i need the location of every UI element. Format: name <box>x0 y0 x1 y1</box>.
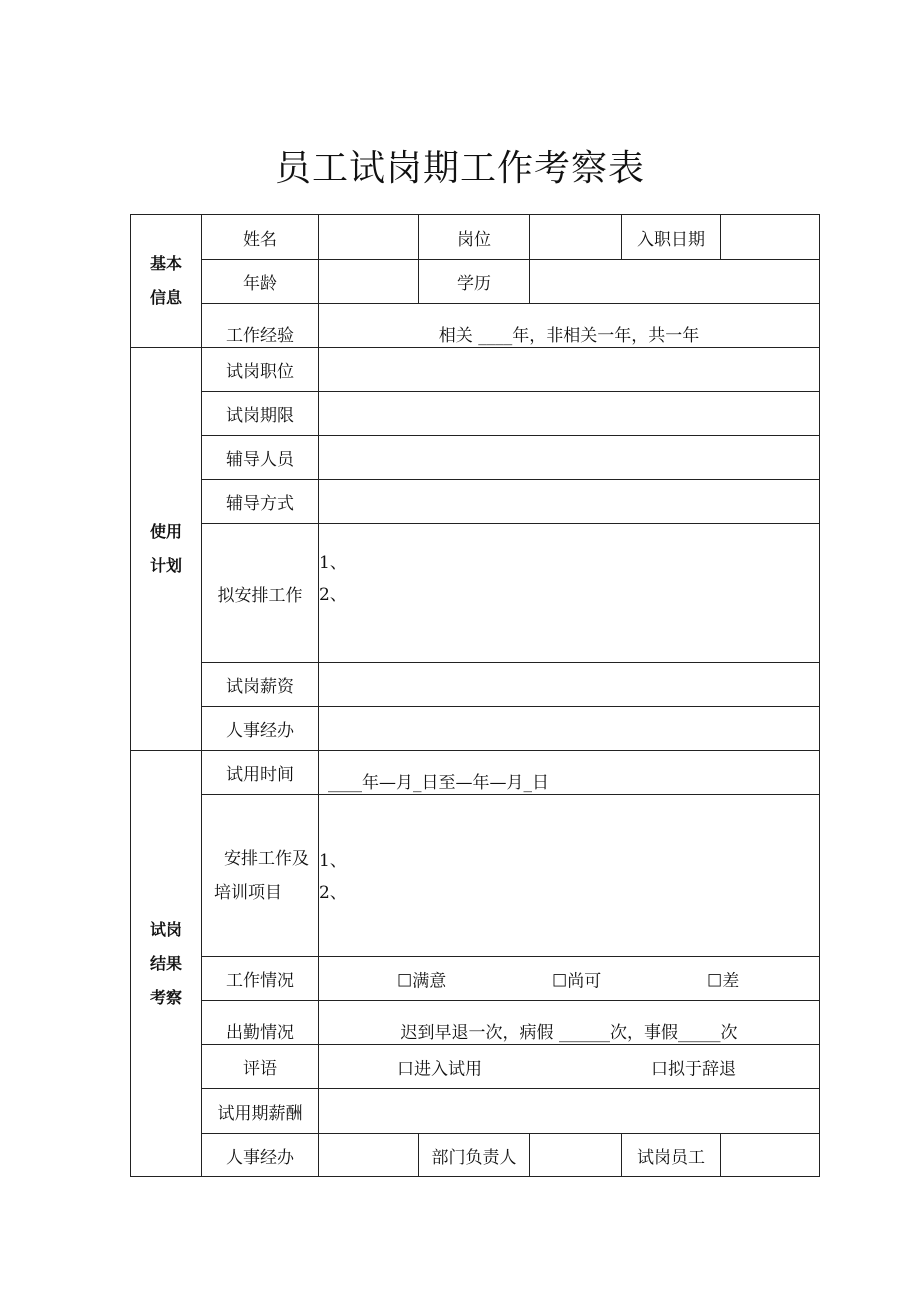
trial-period-field[interactable] <box>319 392 820 436</box>
attendance-label: 出勤情况 <box>202 1001 319 1045</box>
section-basic-info <box>131 215 202 348</box>
option-poor[interactable]: ☐差 <box>707 971 740 991</box>
list-item: 2、 <box>319 585 347 605</box>
row-age <box>131 260 820 304</box>
list-item: 1、 <box>319 553 347 573</box>
row-trial-period <box>131 392 820 436</box>
dept-head-field[interactable] <box>530 1134 622 1177</box>
option-acceptable[interactable]: ☐尚可 <box>552 971 602 991</box>
work-training-field[interactable] <box>319 795 820 957</box>
section-label-line: 基本 <box>149 254 182 273</box>
option-dismiss[interactable]: 口拟于辞退 <box>651 1059 736 1079</box>
comment-options <box>319 1045 820 1089</box>
age-label: 年龄 <box>202 260 319 304</box>
row-work-status <box>131 957 820 1001</box>
position-field[interactable] <box>530 215 622 260</box>
entry-date-field[interactable] <box>721 215 820 260</box>
section-label-line: 计划 <box>149 556 182 575</box>
trial-time-label: 试用时间 <box>202 751 319 795</box>
trial-employee-label: 试岗员工 <box>622 1134 721 1177</box>
row-comment <box>131 1045 820 1089</box>
probation-pay-field[interactable] <box>319 1089 820 1134</box>
dept-head-label: 部门负责人 <box>419 1134 530 1177</box>
label-line: 安排工作及 <box>224 848 309 869</box>
mentor-method-field[interactable] <box>319 480 820 524</box>
trial-period-label: 试岗期限 <box>202 392 319 436</box>
probation-pay-label: 试用期薪酬 <box>202 1089 319 1134</box>
page-title: 员工试岗期工作考察表 <box>274 148 645 189</box>
section-trial-result <box>131 751 202 1177</box>
row-work-training <box>131 795 820 957</box>
work-status-label: 工作情况 <box>202 957 319 1001</box>
position-label: 岗位 <box>419 215 530 260</box>
name-label: 姓名 <box>202 215 319 260</box>
list-item: 1、 <box>319 851 347 871</box>
hr-field[interactable] <box>319 707 820 751</box>
row-probation-pay <box>131 1089 820 1134</box>
trial-position-field[interactable] <box>319 348 820 392</box>
mentor-method-label: 辅导方式 <box>202 480 319 524</box>
planned-work-field[interactable] <box>319 524 820 663</box>
row-signatures <box>131 1134 820 1177</box>
row-name <box>131 215 820 260</box>
row-experience <box>131 304 820 348</box>
experience-field[interactable]: 相关 ____年，非相关一年，共一年 <box>319 304 820 348</box>
trial-salary-label: 试岗薪资 <box>202 663 319 707</box>
trial-time-text: ____年—月_日至—年—月_日 <box>328 773 549 793</box>
section-label-line: 结果 <box>149 953 182 973</box>
age-field[interactable] <box>319 260 419 304</box>
trial-employee-field[interactable] <box>721 1134 820 1177</box>
row-mentor <box>131 436 820 480</box>
row-mentor-method <box>131 480 820 524</box>
section-label-line: 试岗 <box>149 919 182 939</box>
mentor-label: 辅导人员 <box>202 436 319 480</box>
row-trial-salary <box>131 663 820 707</box>
row-trial-time <box>131 751 820 795</box>
label-line: 培训项目 <box>214 882 282 903</box>
experience-label: 工作经验 <box>202 304 319 348</box>
hr-sign-field[interactable] <box>319 1134 419 1177</box>
mentor-field[interactable] <box>319 436 820 480</box>
entry-date-label: 入职日期 <box>622 215 721 260</box>
section-label-line: 考察 <box>149 987 182 1007</box>
planned-work-label: 拟安排工作 <box>202 524 319 663</box>
row-hr-plan <box>131 707 820 751</box>
hr-label: 人事经办 <box>202 707 319 751</box>
section-label-line: 信息 <box>149 288 182 307</box>
section-usage-plan <box>131 348 202 751</box>
comment-label: 评语 <box>202 1045 319 1089</box>
row-attendance <box>131 1001 820 1045</box>
education-label: 学历 <box>419 260 530 304</box>
row-trial-position <box>131 348 820 392</box>
row-planned-work <box>131 524 820 663</box>
assessment-form <box>130 214 820 1177</box>
work-training-label <box>202 795 319 957</box>
work-status-options <box>319 957 820 1001</box>
section-label-line: 使用 <box>149 522 182 541</box>
list-item: 2、 <box>319 883 347 903</box>
trial-salary-field[interactable] <box>319 663 820 707</box>
attendance-field[interactable]: 迟到早退一次，病假 ______次，事假_____次 <box>319 1001 820 1045</box>
trial-position-label: 试岗职位 <box>202 348 319 392</box>
option-enter-probation[interactable]: 口进入试用 <box>397 1059 482 1079</box>
hr-sign-label: 人事经办 <box>202 1134 319 1177</box>
trial-time-field[interactable] <box>319 751 820 795</box>
option-satisfied[interactable]: ☐满意 <box>397 971 447 991</box>
education-field[interactable] <box>530 260 820 304</box>
name-field[interactable] <box>319 215 419 260</box>
